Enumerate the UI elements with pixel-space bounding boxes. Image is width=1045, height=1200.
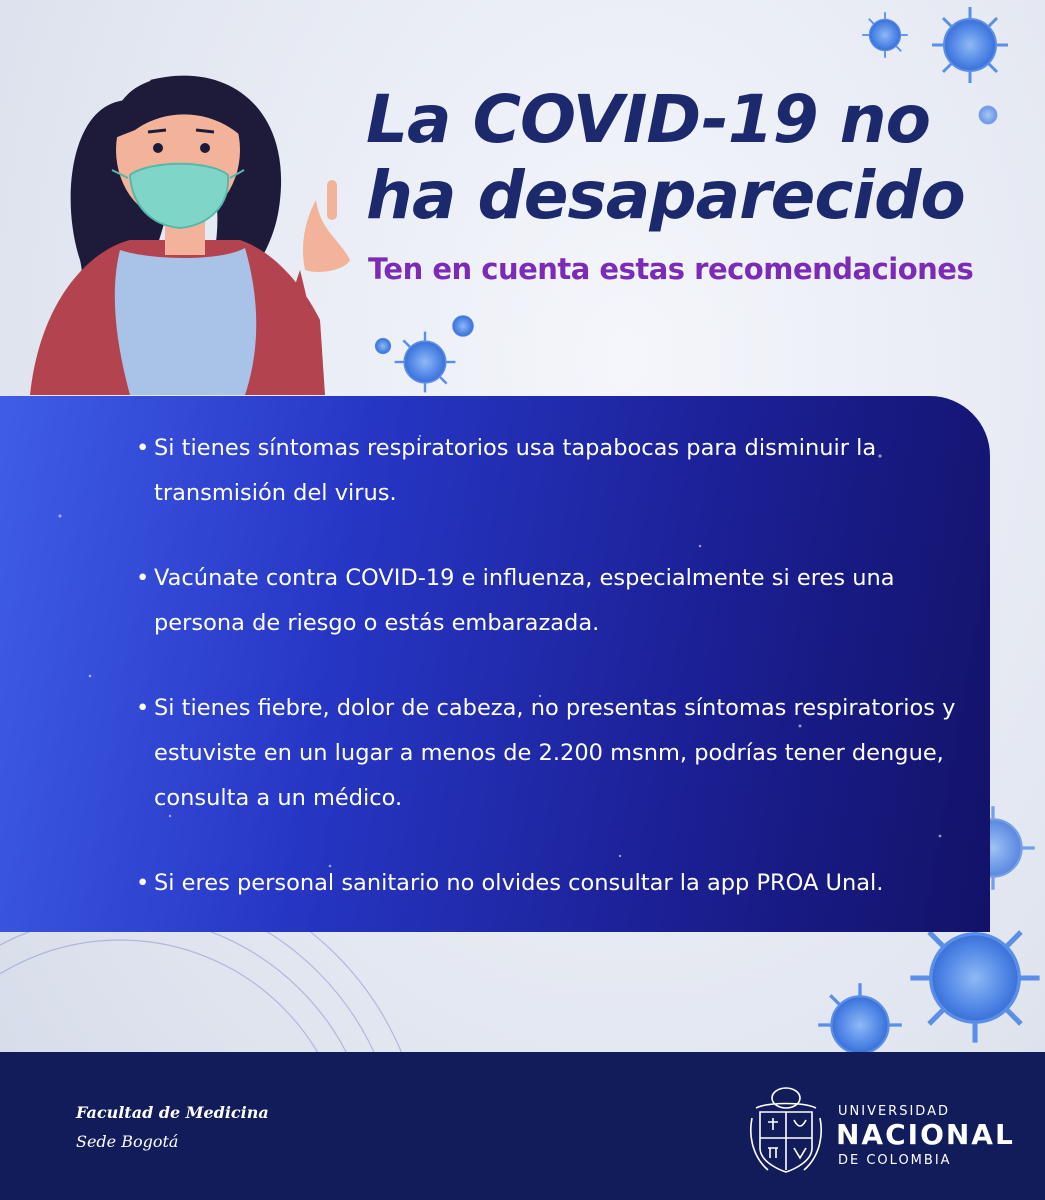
footer [0,1052,1045,1200]
campus-name: Sede Bogotá [76,1132,179,1151]
faculty-name: Facultad de Medicina [76,1103,269,1122]
university-name-line3: DE COLOMBIA [838,1153,952,1168]
university-crest-icon [748,1078,824,1178]
woman-with-mask-illustration [30,76,350,395]
page-subtitle: Ten en cuenta estas recomendaciones [368,252,974,286]
recommendation-item: • Si eres personal sanitario no olvides consultar la app PROA Unal. [130,861,960,906]
recommendations-panel [0,396,990,932]
recommendation-item: • Vacúnate contra COVID-19 e influenza, especialmente si eres una persona de riesgo o estás embarazada. [130,556,960,646]
recommendation-item: • Si tienes síntomas respiratorios usa tapabocas para disminuir la transmisión del virus. [130,426,960,516]
university-name-line1: UNIVERSIDAD [838,1104,950,1119]
university-name-line2: NACIONAL [836,1118,1015,1151]
recommendations-list [130,426,960,932]
page-title: La COVID-19 no ha desaparecido [366,81,965,234]
recommendation-item: • Si tienes fiebre, dolor de cabeza, no presentas síntomas respiratorios y estuviste en un lugar a menos de 2.200 msnm, podrías tener dengue, consulta a un médico. [130,686,960,821]
